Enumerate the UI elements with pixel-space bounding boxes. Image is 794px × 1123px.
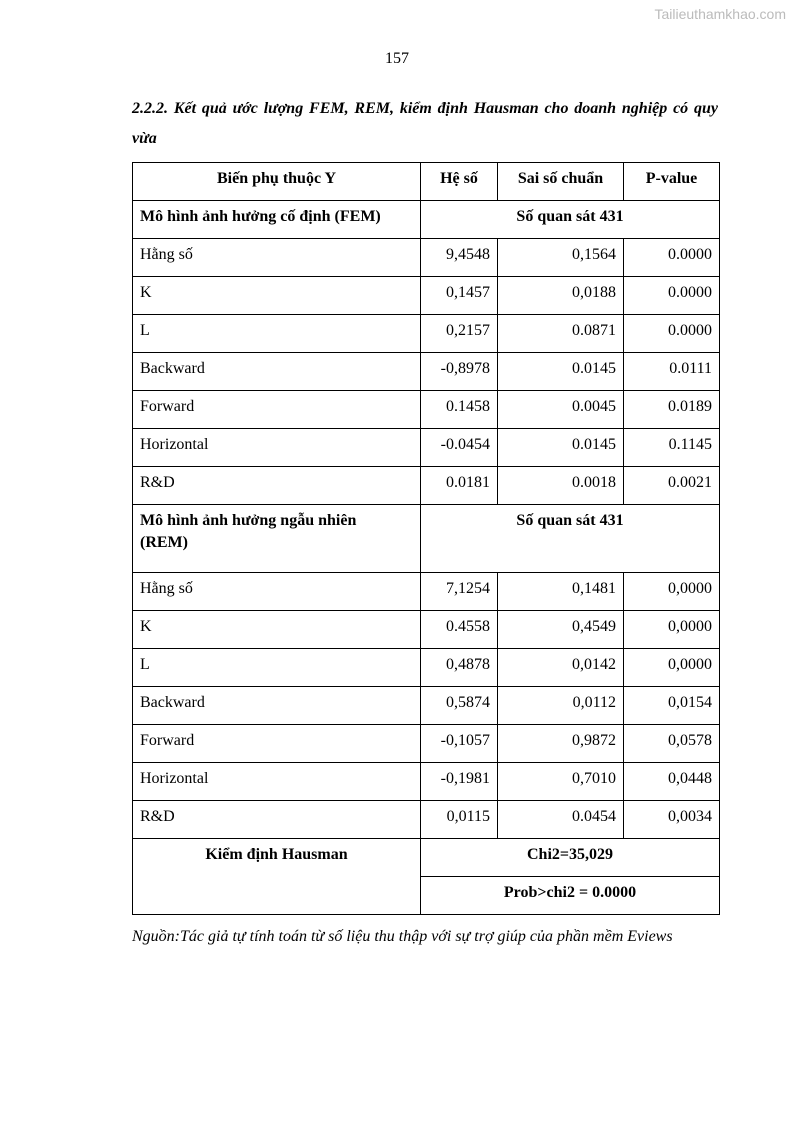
rem-obs: Số quan sát 431	[421, 505, 720, 573]
coef-cell: 0.4558	[421, 611, 498, 649]
fem-label: Mô hình ảnh hưởng cố định (FEM)	[133, 201, 421, 239]
se-cell: 0.0145	[498, 429, 624, 467]
section-heading: 2.2.2. Kết quả ước lượng FEM, REM, kiểm định Hausman cho doanh nghiệp có quy vừa	[132, 100, 718, 147]
var-cell: L	[133, 649, 421, 687]
var-cell: Backward	[133, 353, 421, 391]
table-row	[133, 391, 720, 429]
table-row	[133, 239, 720, 277]
hausman-chi2: Chi2=35,029	[421, 839, 720, 877]
se-cell: 0,0188	[498, 277, 624, 315]
se-cell: 0,4549	[498, 611, 624, 649]
rem-label-line2: (REM)	[140, 534, 188, 551]
var-cell: Hằng số	[133, 573, 421, 611]
hausman-prob: Prob>chi2 = 0.0000	[421, 877, 720, 915]
coef-cell: 0,4878	[421, 649, 498, 687]
p-cell: 0,0034	[624, 801, 720, 839]
coef-cell: -0.0454	[421, 429, 498, 467]
table-header-row	[133, 163, 720, 201]
se-cell: 0,0112	[498, 687, 624, 725]
table-row	[133, 573, 720, 611]
var-cell: R&D	[133, 467, 421, 505]
table-row	[133, 315, 720, 353]
se-cell: 0,0142	[498, 649, 624, 687]
se-cell: 0.0018	[498, 467, 624, 505]
regression-table	[132, 162, 720, 915]
fem-obs: Số quan sát 431	[421, 201, 720, 239]
coef-cell: -0,1057	[421, 725, 498, 763]
p-cell: 0.0021	[624, 467, 720, 505]
se-cell: 0,9872	[498, 725, 624, 763]
rem-section-row	[133, 505, 720, 573]
coef-cell: 0.0181	[421, 467, 498, 505]
var-cell: Horizontal	[133, 429, 421, 467]
rem-label-line1: Mô hình ảnh hưởng ngẫu nhiên	[140, 512, 357, 529]
hausman-row	[133, 839, 720, 877]
coef-cell: 0.1458	[421, 391, 498, 429]
fem-section-row	[133, 201, 720, 239]
var-cell: L	[133, 315, 421, 353]
p-cell: 0.0111	[624, 353, 720, 391]
se-cell: 0.0454	[498, 801, 624, 839]
p-cell: 0.0000	[624, 315, 720, 353]
coef-cell: 9,4548	[421, 239, 498, 277]
coef-cell: -0,8978	[421, 353, 498, 391]
var-cell: Hằng số	[133, 239, 421, 277]
table-row	[133, 611, 720, 649]
coef-cell: 0,2157	[421, 315, 498, 353]
header-cell: Biến phụ thuộc Y	[133, 163, 421, 201]
hausman-label: Kiểm định Hausman	[133, 839, 421, 915]
header-cell: Hệ số	[421, 163, 498, 201]
p-cell: 0.0000	[624, 277, 720, 315]
table-row	[133, 801, 720, 839]
coef-cell: 0,5874	[421, 687, 498, 725]
p-cell: 0,0154	[624, 687, 720, 725]
p-cell: 0,0578	[624, 725, 720, 763]
var-cell: K	[133, 611, 421, 649]
var-cell: K	[133, 277, 421, 315]
p-cell: 0.1145	[624, 429, 720, 467]
table-row	[133, 277, 720, 315]
se-cell: 0.0045	[498, 391, 624, 429]
var-cell: Backward	[133, 687, 421, 725]
p-cell: 0,0000	[624, 573, 720, 611]
table-row	[133, 725, 720, 763]
watermark: Tailieuthamkhao.com	[654, 6, 786, 22]
var-cell: Horizontal	[133, 763, 421, 801]
se-cell: 0,1481	[498, 573, 624, 611]
se-cell: 0.0871	[498, 315, 624, 353]
var-cell: R&D	[133, 801, 421, 839]
page-number: 157	[385, 50, 409, 67]
header-cell: P-value	[624, 163, 720, 201]
p-cell: 0.0000	[624, 239, 720, 277]
var-cell: Forward	[133, 391, 421, 429]
se-cell: 0.0145	[498, 353, 624, 391]
table-row	[133, 467, 720, 505]
table-row	[133, 353, 720, 391]
coef-cell: 0,1457	[421, 277, 498, 315]
p-cell: 0,0000	[624, 649, 720, 687]
coef-cell: 0,0115	[421, 801, 498, 839]
p-cell: 0,0000	[624, 611, 720, 649]
table-row	[133, 429, 720, 467]
coef-cell: -0,1981	[421, 763, 498, 801]
p-cell: 0,0448	[624, 763, 720, 801]
se-cell: 0,7010	[498, 763, 624, 801]
se-cell: 0,1564	[498, 239, 624, 277]
table-row	[133, 687, 720, 725]
var-cell: Forward	[133, 725, 421, 763]
rem-label	[133, 505, 421, 573]
coef-cell: 7,1254	[421, 573, 498, 611]
table-row	[133, 649, 720, 687]
p-cell: 0.0189	[624, 391, 720, 429]
table-row	[133, 763, 720, 801]
source-note: Nguồn:Tác giả tự tính toán từ số liệu thu thập với sự trợ giúp của phần mềm Eviews	[132, 928, 673, 945]
header-cell: Sai số chuẩn	[498, 163, 624, 201]
